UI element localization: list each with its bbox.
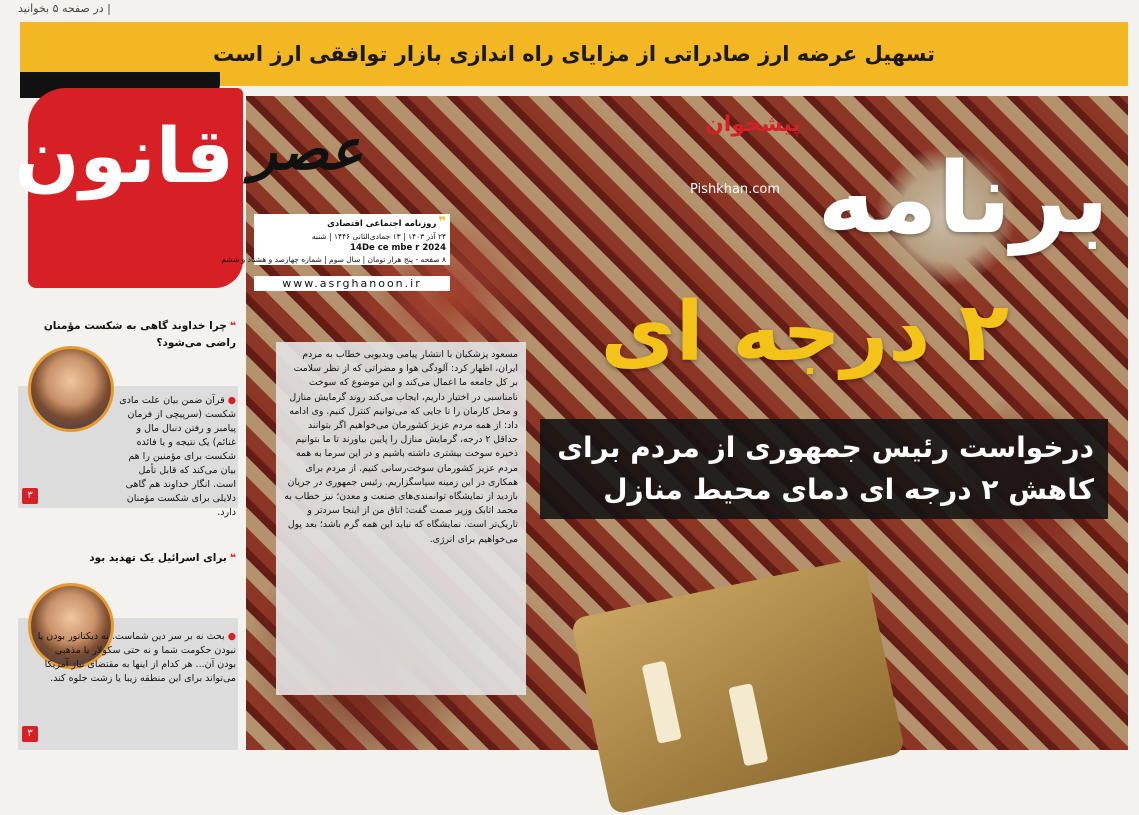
top-headline: تسهیل عرضه ارز صادراتی از مزایای راه اندازی بازار توافقی ارز است — [212, 42, 935, 66]
quote-icon: ❝ — [229, 552, 236, 564]
sidebar-item-1-excerpt-text: قرآن ضمن بیان علت مادی شکست (سرپیچی از فرمان پیامبر و رفتن دنبال مال و غنائم) یک نتیجه و یا فائده شکست برای مؤمنین را هم بیان می‌کند که قابل تأمل است. انگار خداوند هم گاهی دلایلی برای شکست مؤمنان دارد. — [119, 395, 236, 518]
lead-text: مسعود پزشکیان با انتشار پیامی ویدیویی خطاب به مردم ایران، اظهار کرد: آلودگی هوا و مضراتی که از نظر سلامت بر کل جامعه ما اعمال می‌کند و این موضوع که سوخت نامناسبی در اختیار داریم، ایجاب می‌کند روند گرمایش منازل و محل کارمان را تا جایی که می‌توانیم کنترل کنیم. وی ادامه داد: از همه مردم عزیز کشورمان می‌خواهیم اگر بتوانند حداقل ۲ درجه، گرمایش منازل را پایین بیاورند تا ما بتوانیم ذخیره سوخت بیشتری داشته باشیم و در این سرما به همه مردم عزیز کشورمان سوخت‌رسانی کنیم. از مردم برای همکاری در این زمینه سپاسگزاریم. رئیس جمهوری در جریان بازدید از نمایشگاه توانمندی‌های صنعت و معدن؛ نیز خطاب به محمد اتابک وزیر صمت گفت: اتاق من از اینجا سردتر و تاریک‌تر است. نمایشگاه که نباید این همه گرم باشد؛ بعد پول می‌خواهیم برای انرژی. — [284, 349, 518, 545]
masthead-name: قانون — [14, 111, 234, 200]
sidebar — [18, 298, 242, 750]
paper-tagline-text: روزنامه اجتماعی اقتصادی — [327, 219, 437, 229]
sidebar-item-1-title-text: چرا خداوند گاهی به شکست مؤمنان راضی می‌شود؟ — [43, 320, 236, 349]
author-avatar-1 — [28, 346, 114, 432]
sidebar-item-1-excerpt — [118, 394, 236, 520]
bullet-icon: ● — [224, 395, 236, 406]
paper-logo: عصر — [250, 118, 363, 183]
sidebar-item-2-page: ۳ — [22, 726, 38, 742]
lead-text-box — [276, 342, 526, 695]
paper-date-fa: ۲۴ آذر ۱۴۰۳ | ۱۳ جمادی‌الثانی ۱۴۴۶ | شنبه — [311, 232, 446, 241]
sidebar-item-2-excerpt — [36, 630, 236, 686]
sidebar-item-2-title-text: برای اسرائیل یک تهدید بود — [89, 552, 227, 564]
quote-icon: ❝ — [229, 320, 236, 332]
bullet-icon: ● — [224, 631, 236, 642]
sidebar-item-2-title — [36, 550, 236, 567]
watermark-en: Pishkhan.com — [690, 182, 781, 197]
page-reference-note: | در صفحه ۵ بخوانید — [18, 2, 111, 15]
paper-issue: ۸ صفحه - پنج هزار تومان | سال سوم | شماره چهارصد و هشتاد و ششم — [221, 255, 446, 264]
paper-info — [221, 214, 450, 265]
subheadline: درخواست رئیس جمهوری از مردم برای کاهش ۲ درجه ای دمای محیط منازل — [540, 419, 1108, 519]
main-headline-line2: ۲ درجه ای — [600, 285, 1009, 380]
main-headline-line1: برنامه — [817, 142, 1109, 256]
masthead — [14, 88, 243, 293]
sidebar-item-1-page: ۳ — [22, 488, 38, 504]
quote-icon: ❞ — [438, 215, 446, 230]
paper-date-en: 14De ce mbe r 2024 — [350, 243, 446, 253]
watermark-fa: پیشخوان — [705, 112, 801, 137]
sidebar-item-2-excerpt-text: بحث نه بر سر دین شماست. نه دیکتاتور بودن یا نبودن حکومت شما و نه حتی سکولار یا مذهبی بودن آن... هر کدام از اینها به مقتضای نیاز آمریکا می‌تواند برای این منطقه زیبا یا زشت جلوه کند. — [37, 631, 236, 684]
paper-tagline — [254, 214, 450, 231]
paper-website: www.asrghanoon.ir — [254, 276, 450, 291]
